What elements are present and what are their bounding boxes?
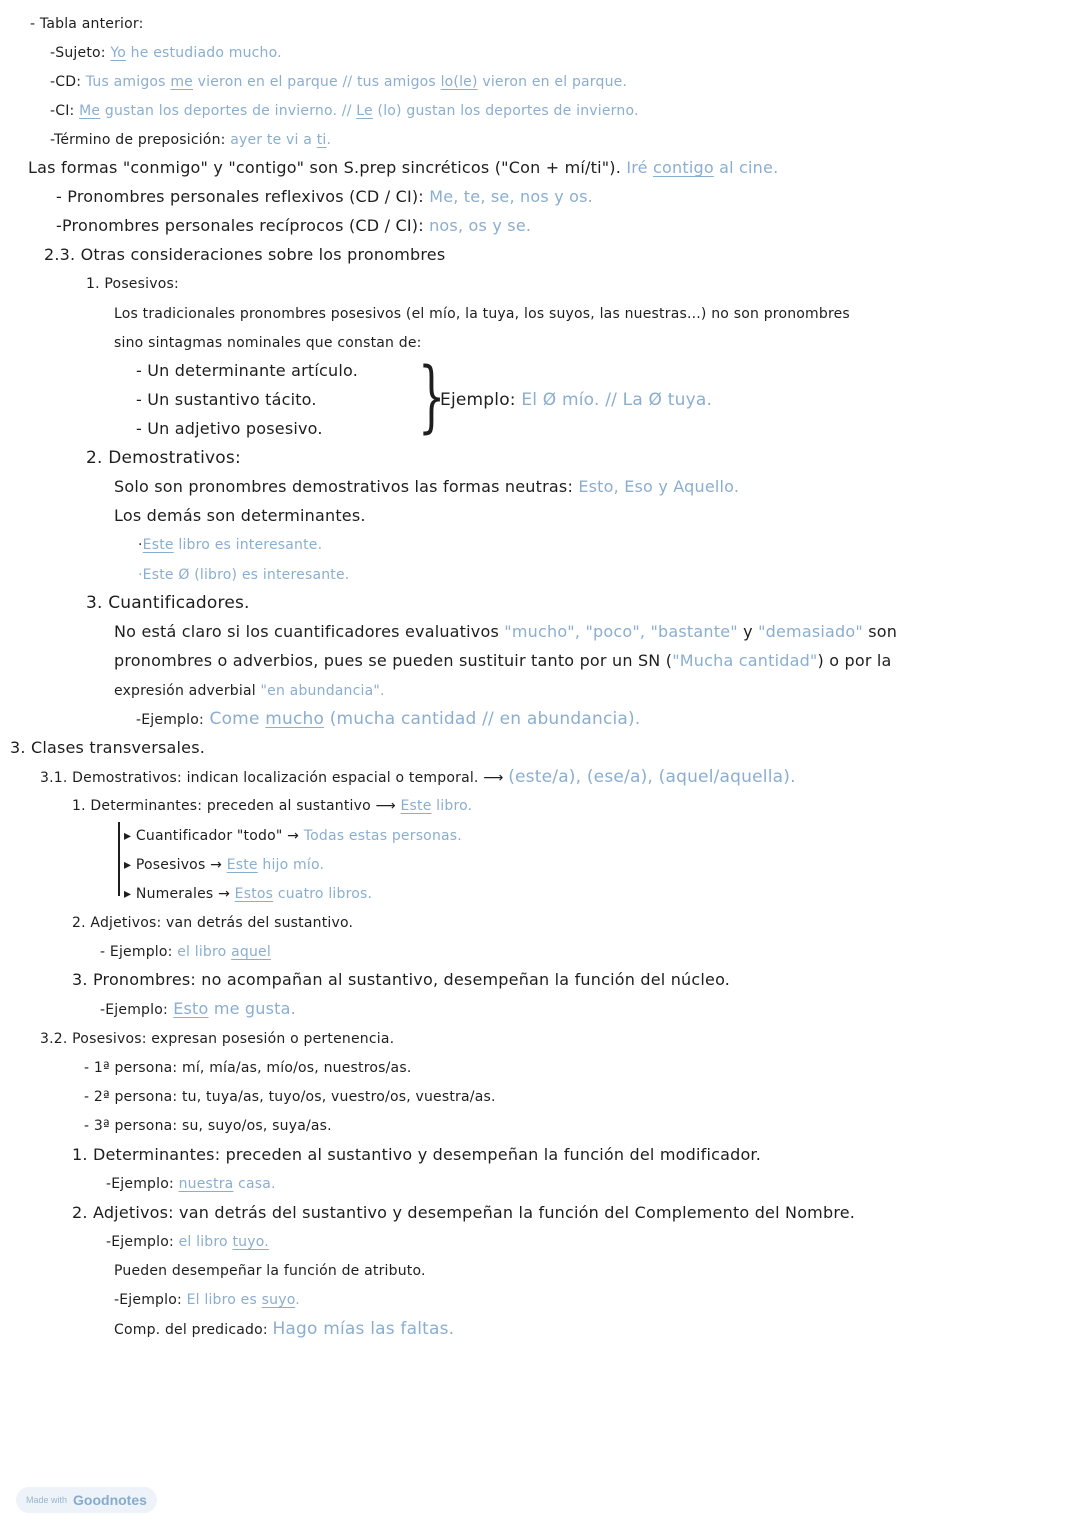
body-text: 1. Determinantes: preceden al sustantivo: [72, 798, 371, 814]
list-item: [136, 419, 323, 439]
body-text: expresión adverbial: [114, 683, 256, 699]
body-text: pronombres o adverbios, pues se pueden sustituir tanto por un SN (: [114, 651, 673, 670]
goodnotes-badge[interactable]: [16, 1487, 157, 1513]
example-text: Esto, Eso y Aquello.: [578, 477, 740, 496]
text-line: [100, 942, 271, 962]
right-arrow-icon: ▸: [124, 828, 132, 844]
text-line: [72, 970, 730, 990]
right-arrow-icon: →: [287, 828, 300, 844]
text-line: [440, 390, 712, 410]
text-line: [114, 1290, 300, 1310]
example-text: (este/a), (ese/a), (aquel/aquella).: [508, 767, 796, 787]
example-text: Hago mías las faltas.: [272, 1319, 455, 1339]
text-line: [106, 1174, 276, 1194]
text-line: [114, 1319, 454, 1340]
example-word: Este: [142, 537, 174, 553]
example-text: casa.: [238, 1176, 276, 1192]
text-line: [72, 1145, 761, 1165]
body-text: 1. Determinantes: preceden al sustantivo y desempeñan la función del modificador.: [72, 1145, 762, 1164]
example-text: "mucho", "poco", "bastante": [504, 622, 738, 641]
badge-caption: Made with: [26, 1495, 68, 1505]
text-line: [72, 1203, 855, 1223]
section-heading: [10, 738, 205, 758]
example-text: Iré: [626, 158, 648, 177]
right-arrow-icon: ⟶: [375, 798, 396, 814]
heading-tabla: - Tabla anterior:: [30, 16, 144, 32]
example-word: nuestra: [178, 1176, 234, 1192]
body-text: - Un sustantivo tácito.: [136, 390, 317, 409]
text-line: [124, 855, 324, 875]
text-line: [114, 1261, 426, 1281]
example-word: suyo: [261, 1292, 296, 1308]
body-text: y: [743, 622, 753, 641]
section-heading: [44, 245, 445, 265]
label: -CD:: [50, 74, 82, 90]
label: -CI:: [50, 103, 75, 119]
example-word: mucho: [265, 709, 325, 729]
example-word: Yo: [110, 45, 127, 61]
example-word: ti: [316, 132, 327, 148]
right-arrow-icon: ▸: [124, 857, 132, 873]
label: -Ejemplo:: [106, 1234, 174, 1250]
text-line: [50, 72, 627, 92]
example-word: tuyo.: [232, 1234, 269, 1250]
body-text: ) o por la: [817, 651, 892, 670]
body-text: 2. Adjetivos: van detrás del sustantivo y desempeñan la función del Complemento del Nombre.: [72, 1203, 856, 1222]
example-text: (mucha cantidad // en abundancia).: [329, 709, 641, 729]
label: -Ejemplo:: [106, 1176, 174, 1192]
right-arrow-icon: →: [218, 886, 231, 902]
heading-text: 1. Posesivos:: [86, 276, 179, 292]
heading-text: 2. Demostrativos:: [86, 448, 241, 468]
example-word: Este: [226, 857, 258, 873]
text-line: [56, 187, 593, 207]
text-line: [50, 101, 639, 121]
subheading: [86, 274, 179, 294]
body-text: Cuantificador "todo": [135, 828, 283, 844]
body-text: - 2ª persona: tu, tuya/as, tuyo/os, vuestro/os, vuestra/as.: [84, 1089, 496, 1105]
example-text: ·Este Ø (libro) es interesante.: [138, 567, 350, 583]
subheading: [86, 593, 250, 613]
label: - Ejemplo:: [100, 944, 173, 960]
example-text: el libro: [178, 1234, 228, 1250]
text-line: [106, 1232, 269, 1252]
label: -Ejemplo:: [136, 712, 204, 728]
example-text: (lo) gustan los deportes de invierno.: [377, 103, 639, 119]
text-line: [136, 709, 641, 730]
example-text: Come: [209, 709, 260, 729]
text-line: [50, 130, 331, 150]
text-line: [114, 304, 850, 324]
body-text: 2. Adjetivos: van detrás del sustantivo.: [72, 915, 354, 931]
list-item: [84, 1087, 496, 1107]
example-text: Me, te, se, nos y os.: [429, 187, 593, 206]
body-text: son: [868, 622, 898, 641]
example-word: Me: [79, 103, 101, 119]
example-text: "Mucha cantidad": [672, 651, 818, 670]
body-text: Posesivos: [135, 857, 206, 873]
text-line: [72, 796, 472, 816]
body-text: - Un determinante artículo.: [136, 361, 359, 380]
text-line: [114, 622, 897, 642]
example-text: nos, os y se.: [429, 216, 532, 235]
body-text: 3.2. Posesivos: expresan posesión o pertenencia.: [40, 1031, 395, 1047]
text-line: [28, 158, 778, 178]
example-word: Estos: [234, 886, 274, 902]
text-line: [30, 14, 144, 34]
example-text: me gusta.: [213, 999, 296, 1018]
goodnotes-logo: Goodnotes: [73, 1492, 147, 1508]
text-line: [114, 651, 892, 671]
body-text: - Pronombres personales reflexivos (CD / CI):: [56, 187, 424, 206]
body-text: - 3ª persona: su, suyo/os, suya/as.: [84, 1118, 332, 1134]
example-text: vieron en el parque // tus amigos: [197, 74, 436, 90]
text-line: [50, 43, 282, 63]
right-brace: }: [418, 352, 446, 442]
text-line: [56, 216, 531, 236]
right-arrow-icon: ⟶: [483, 770, 504, 786]
subheading: [86, 448, 241, 468]
example-word: contigo: [653, 158, 714, 177]
example-text: al cine.: [719, 158, 779, 177]
body-text: - 1ª persona: mí, mía/as, mío/os, nuestros/as.: [84, 1060, 412, 1076]
example-word: Le: [356, 103, 373, 119]
bullet: ·: [138, 537, 143, 553]
example-text: Tus amigos: [85, 74, 166, 90]
text-line: [124, 884, 372, 904]
example-word: Este: [400, 798, 432, 814]
example-text: libro.: [436, 798, 473, 814]
text-line: [100, 999, 296, 1020]
list-item: [136, 361, 358, 381]
body-text: No está claro si los cuantificadores evaluativos: [114, 622, 499, 641]
text-line: [138, 565, 349, 585]
heading-text: 3. Clases transversales.: [10, 738, 206, 757]
example-text: vieron en el parque.: [482, 74, 628, 90]
right-arrow-icon: ▸: [124, 886, 132, 902]
text-line: [114, 333, 422, 353]
example-text: el libro: [177, 944, 227, 960]
label: -Ejemplo:: [114, 1292, 182, 1308]
example-text: ayer te vi a: [230, 132, 313, 148]
example-text: Todas estas personas.: [303, 828, 462, 844]
body-text: Numerales: [135, 886, 214, 902]
text-line: [114, 477, 739, 497]
text-line: [114, 681, 385, 701]
example-text: hijo mío.: [262, 857, 325, 873]
label: -Ejemplo:: [100, 1002, 168, 1018]
body-text: Las formas "conmigo" y "contigo" son S.prep sincréticos ("Con + mí/ti").: [28, 158, 622, 177]
text-line: [124, 826, 462, 846]
body-text: Solo son pronombres demostrativos las formas neutras:: [114, 477, 574, 496]
text-line: [138, 535, 322, 555]
body-text: 3.1. Demostrativos: indican localización espacial o temporal.: [40, 770, 479, 786]
example-text: he estudiado mucho.: [130, 45, 282, 61]
text-line: [40, 1029, 394, 1049]
example-text: "en abundancia".: [260, 683, 385, 699]
text-line: [40, 767, 796, 788]
body-text: Los demás son determinantes.: [114, 506, 366, 525]
example-text: El libro es: [186, 1292, 257, 1308]
text-line: [72, 913, 353, 933]
body-text: Los tradicionales pronombres posesivos (el mío, la tuya, los suyos, las nuestras...) no son pronombres: [114, 306, 850, 322]
body-text: Pueden desempeñar la función de atributo.: [114, 1263, 426, 1279]
text-line: [114, 506, 366, 526]
label: Ejemplo:: [440, 390, 516, 410]
list-item: [136, 390, 317, 410]
body-text: sino sintagmas nominales que constan de:: [114, 335, 422, 351]
example-text: .: [326, 132, 332, 148]
right-arrow-icon: →: [210, 857, 223, 873]
example-text: libro es interesante.: [178, 537, 323, 553]
body-text: -Pronombres personales recíprocos (CD / CI):: [56, 216, 424, 235]
heading-text: 3. Cuantificadores.: [86, 593, 250, 613]
list-item: [84, 1116, 332, 1136]
body-text: 3. Pronombres: no acompañan al sustantivo, desempeñan la función del núcleo.: [72, 970, 731, 989]
example-text: El Ø mío. // La Ø tuya.: [521, 390, 713, 410]
tree-connector: [118, 822, 120, 896]
label: -Sujeto:: [50, 45, 106, 61]
example-text: gustan los deportes de invierno. //: [104, 103, 352, 119]
heading-text: 2.3. Otras consideraciones sobre los pronombres: [44, 245, 446, 264]
example-word: me: [170, 74, 193, 90]
example-word: Esto: [173, 999, 209, 1018]
label: Comp. del predicado:: [114, 1322, 268, 1338]
label: -Término de preposición:: [50, 132, 226, 148]
example-word: aquel: [231, 944, 271, 960]
example-text: .: [295, 1292, 300, 1308]
body-text: - Un adjetivo posesivo.: [136, 419, 323, 438]
list-item: [84, 1058, 411, 1078]
example-text: cuatro libros.: [277, 886, 373, 902]
example-text: "demasiado": [758, 622, 863, 641]
example-word: lo(le): [440, 74, 478, 90]
